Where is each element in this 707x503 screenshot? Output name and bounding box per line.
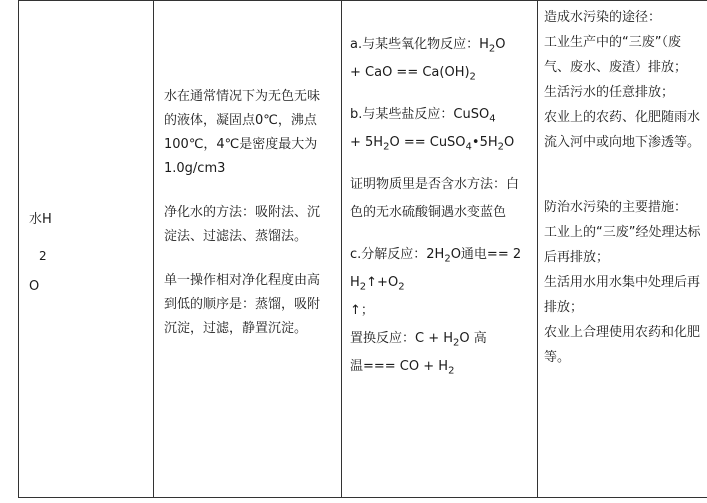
pollution-cause-item: 生活污水的任意排放； (544, 85, 675, 100)
pollution-cause-item: 农业上的农药、化肥随雨水流入河中或向地下渗透等。 (544, 110, 701, 150)
pollution-cell (538, 1, 707, 498)
prevention-item: 工业上的“三废”经处理达标后再排放； (544, 225, 701, 265)
reaction-decomposition: c.分解反应：$2H_2O$通电== 2 $H_2↑+O_2$ ↑； (350, 247, 522, 318)
reaction-displacement: 置换反应：$C + H_2O$ 高 温=== CO + $H_2$ (350, 331, 487, 377)
water-test-method: 证明物质里是否含水方法：白色的无水硫酸铜遇水变蓝色 (350, 177, 520, 220)
purification-order-text: 单一操作相对净化程度由高到低的顺序是：蒸馏，吸附沉淀，过滤，静置沉淀。 (164, 273, 321, 336)
formula-subscript: 2 (39, 249, 47, 263)
properties-cell (154, 1, 342, 498)
formula-cell (19, 1, 154, 498)
physical-properties-text: 水在通常情况下为无色无味的液体，凝固点0℃，沸点100℃，4℃是密度最大为1.0g/cm3 (164, 89, 321, 176)
prevention-item: 农业上合理使用农药和化肥等。 (544, 325, 701, 365)
reaction-oxide: a.与某些氧化物反应：$H_2O$ + CaO == $Ca(OH)_2$ (350, 37, 506, 83)
reactions-cell (342, 1, 538, 498)
reaction-salt: b.与某些盐反应：CuSO$_4$ + $5H_2O$ == $CuSO_4•5H_2O$ (350, 107, 515, 153)
table-row (19, 1, 707, 498)
spacer (544, 155, 701, 195)
pollution-cause-item: 工业生产中的“三废”（废气、废水、废渣）排放； (544, 35, 688, 75)
water-label: 水H (29, 212, 52, 227)
formula (19, 1, 153, 497)
purification-methods-text: 净化水的方法：吸附法、沉淀法、过滤法、蒸馏法。 (164, 205, 321, 244)
water-properties-table (18, 0, 707, 498)
prevention-item: 生活用水用水集中处理后再排放； (544, 275, 701, 315)
prevention-title: 防治水污染的主要措施： (544, 200, 688, 215)
formula-oxygen: O (29, 279, 40, 294)
pollution-causes-title: 造成水污染的途径： (544, 10, 662, 25)
